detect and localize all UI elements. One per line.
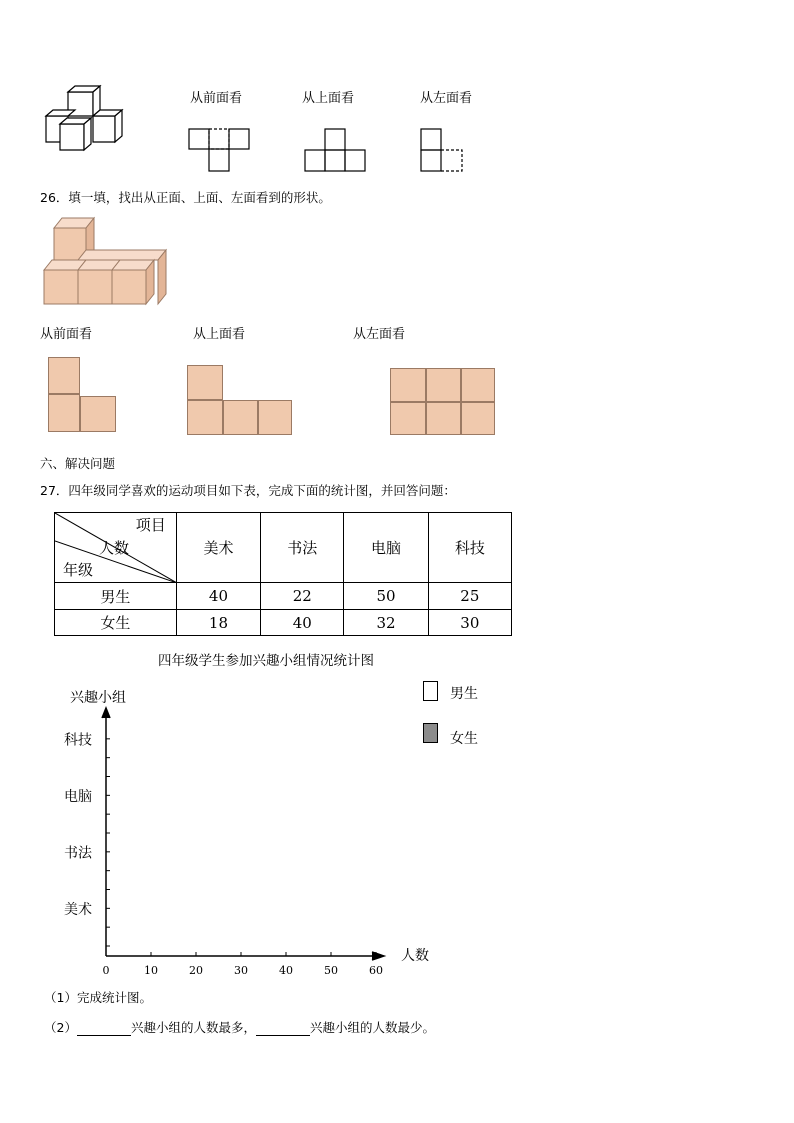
- x-tick-label: 10: [144, 964, 158, 977]
- column-header: 美术: [176, 513, 260, 583]
- table-cell: 22: [261, 583, 344, 610]
- legend-label-boys: 男生: [450, 686, 478, 702]
- column-header: 书法: [261, 513, 344, 583]
- table-row: [55, 583, 512, 610]
- sub-question-2: （2） 兴趣小组的人数最多， 兴趣小组的人数最少。: [44, 1020, 435, 1035]
- question-27-text: 27．四年级同学喜欢的运动项目如下表，完成下面的统计图，并回答问题：: [40, 483, 456, 498]
- top-view-shape: [304, 128, 370, 174]
- bar-chart-grid: [0, 670, 520, 990]
- view-label-front-26: 从前面看: [40, 327, 93, 342]
- column-header: 科技: [428, 513, 511, 583]
- y-category-label: 美术: [64, 901, 92, 918]
- row-label: 男生: [55, 583, 177, 610]
- legend-swatch-boys: [423, 681, 438, 701]
- x-tick-label: 0: [102, 964, 110, 977]
- x-tick-label: 20: [189, 964, 203, 977]
- sports-data-table: [54, 512, 512, 636]
- x-tick-label: 50: [324, 964, 338, 977]
- table-row: [55, 610, 512, 636]
- table-cell: 25: [428, 583, 511, 610]
- section-6-heading: 六、解决问题: [40, 456, 116, 471]
- x-axis-label: 人数: [401, 948, 429, 964]
- table-cell: 18: [176, 610, 260, 636]
- table-cell: 40: [176, 583, 260, 610]
- sub-question-1: （1）完成统计图。: [44, 990, 152, 1005]
- table-cell: 50: [344, 583, 428, 610]
- legend-label-girls: 女生: [450, 731, 478, 747]
- x-tick-label: 40: [279, 964, 293, 977]
- view-label-top: 从上面看: [302, 91, 355, 106]
- left-view-shape: [420, 128, 466, 174]
- y-category-label: 电脑: [64, 788, 92, 805]
- x-tick-label: 30: [234, 964, 248, 977]
- column-header: 电脑: [344, 513, 428, 583]
- y-axis-label: 兴趣小组: [70, 690, 126, 706]
- view-label-left-26: 从左面看: [353, 327, 406, 342]
- answer-blank-least[interactable]: [256, 1023, 310, 1036]
- x-tick-label: 60: [369, 964, 383, 977]
- front-view-shape: [188, 128, 254, 174]
- question-26-text: 26．填一填，找出从正面、上面、左面看到的形状。: [40, 190, 331, 205]
- cube-figure-3d: [40, 84, 130, 156]
- cube-figure-26: [42, 214, 172, 308]
- view-label-front: 从前面看: [190, 91, 243, 106]
- view-label-top-26: 从上面看: [193, 327, 246, 342]
- y-category-label: 科技: [64, 732, 92, 749]
- header-count-label: 人数: [99, 539, 130, 557]
- diagonal-header-cell: [55, 513, 177, 583]
- table-cell: 30: [428, 610, 511, 636]
- row-label: 女生: [55, 610, 177, 636]
- header-grade-label: 年级: [63, 561, 94, 579]
- view-label-left: 从左面看: [420, 91, 473, 106]
- y-category-label: 书法: [64, 845, 92, 862]
- header-item-label: 项目: [135, 516, 166, 534]
- table-cell: 32: [344, 610, 428, 636]
- table-cell: 40: [261, 610, 344, 636]
- chart-title: 四年级学生参加兴趣小组情况统计图: [158, 653, 374, 669]
- legend-swatch-girls: [423, 723, 438, 743]
- answer-blank-most[interactable]: [77, 1023, 131, 1036]
